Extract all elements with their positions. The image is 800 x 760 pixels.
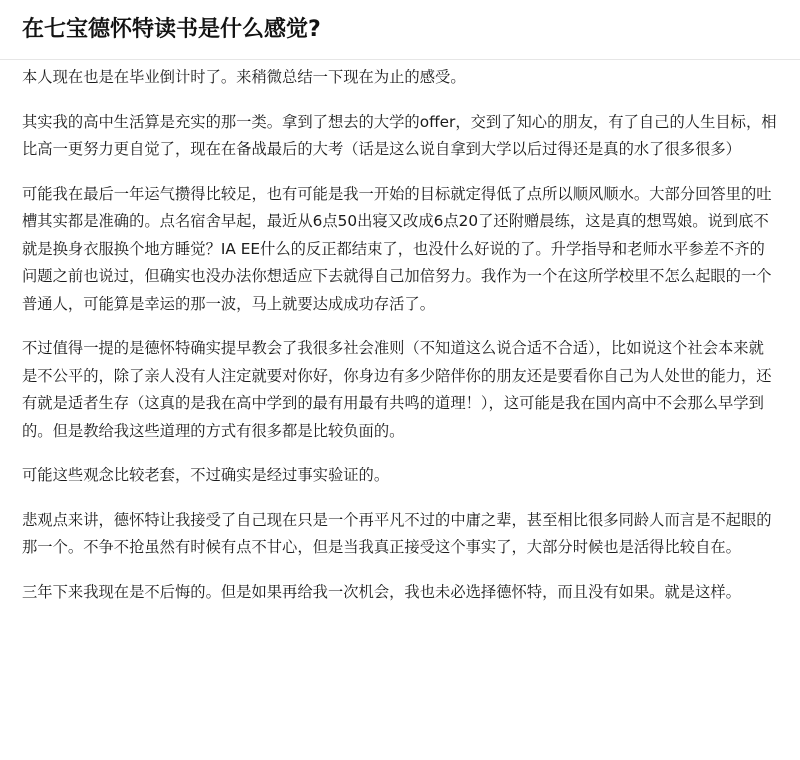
answer-paragraph: 可能这些观念比较老套，不过确实是经过事实验证的。 xyxy=(22,466,390,484)
answer-body xyxy=(0,60,800,606)
answer-paragraph: 其实我的高中生活算是充实的那一类。拿到了想去的大学的offer，交到了知心的朋友，有了自己的人生目标，相比高一更努力更自觉了，现在在备战最后的大考（话是这么说自拿到大学以后过得还是真的水了很多很多） xyxy=(22,112,777,158)
question-title[interactable]: 在七宝德怀特读书是什么感觉? xyxy=(22,17,321,42)
answer-paragraph: 可能我在最后一年运气攒得比较足，也有可能是我一开始的目标就定得低了点所以顺风顺水。大部分回答里的吐槽其实都是准确的。点名宿舍早起，最近从6点50出寝又改成6点20了还附赠晨练，这是真的想骂娘。说到底不就是换身衣服换个地方睡觉？IA EE什么的反正都结束了，也没什么好说的了。升学指导和老师水平参差不齐的问题之前也说过，但确实也没办法你想适应下去就得自己加倍努力。我作为一个在这所学校里不怎么起眼的一个普通人，可能算是幸运的那一波，马上就要达成成功存活了。 xyxy=(22,184,772,313)
answer-paragraph: 悲观点来讲，德怀特让我接受了自己现在只是一个再平凡不过的中庸之辈，甚至相比很多同龄人而言是不起眼的那一个。不争不抢虽然有时候有点不甘心，但是当我真正接受这个事实了，大部分时候也是活得比较自在。 xyxy=(22,510,772,556)
answer-paragraph: 三年下来我现在是不后悔的。但是如果再给我一次机会，我也未必选择德怀特，而且没有如果。就是这样。 xyxy=(22,582,741,601)
answer-paragraph: 不过值得一提的是德怀特确实提早教会了我很多社会准则（不知道这么说合适不合适），比如说这个社会本来就是不公平的，除了亲人没有人注定就要对你好，你身边有多少陪伴你的朋友还是要看你自己为人处世的能力，还有就是适者生存（这真的是我在高中学到的最有用最有共鸣的道理！），这可能是我在国内高中不会那么早学到的。但是教给我这些道理的方式有很多都是比较负面的。 xyxy=(22,339,772,440)
answer-paragraph: 本人现在也是在毕业倒计时了。来稍微总结一下现在为止的感受。 xyxy=(22,68,466,86)
question-header xyxy=(0,0,800,60)
